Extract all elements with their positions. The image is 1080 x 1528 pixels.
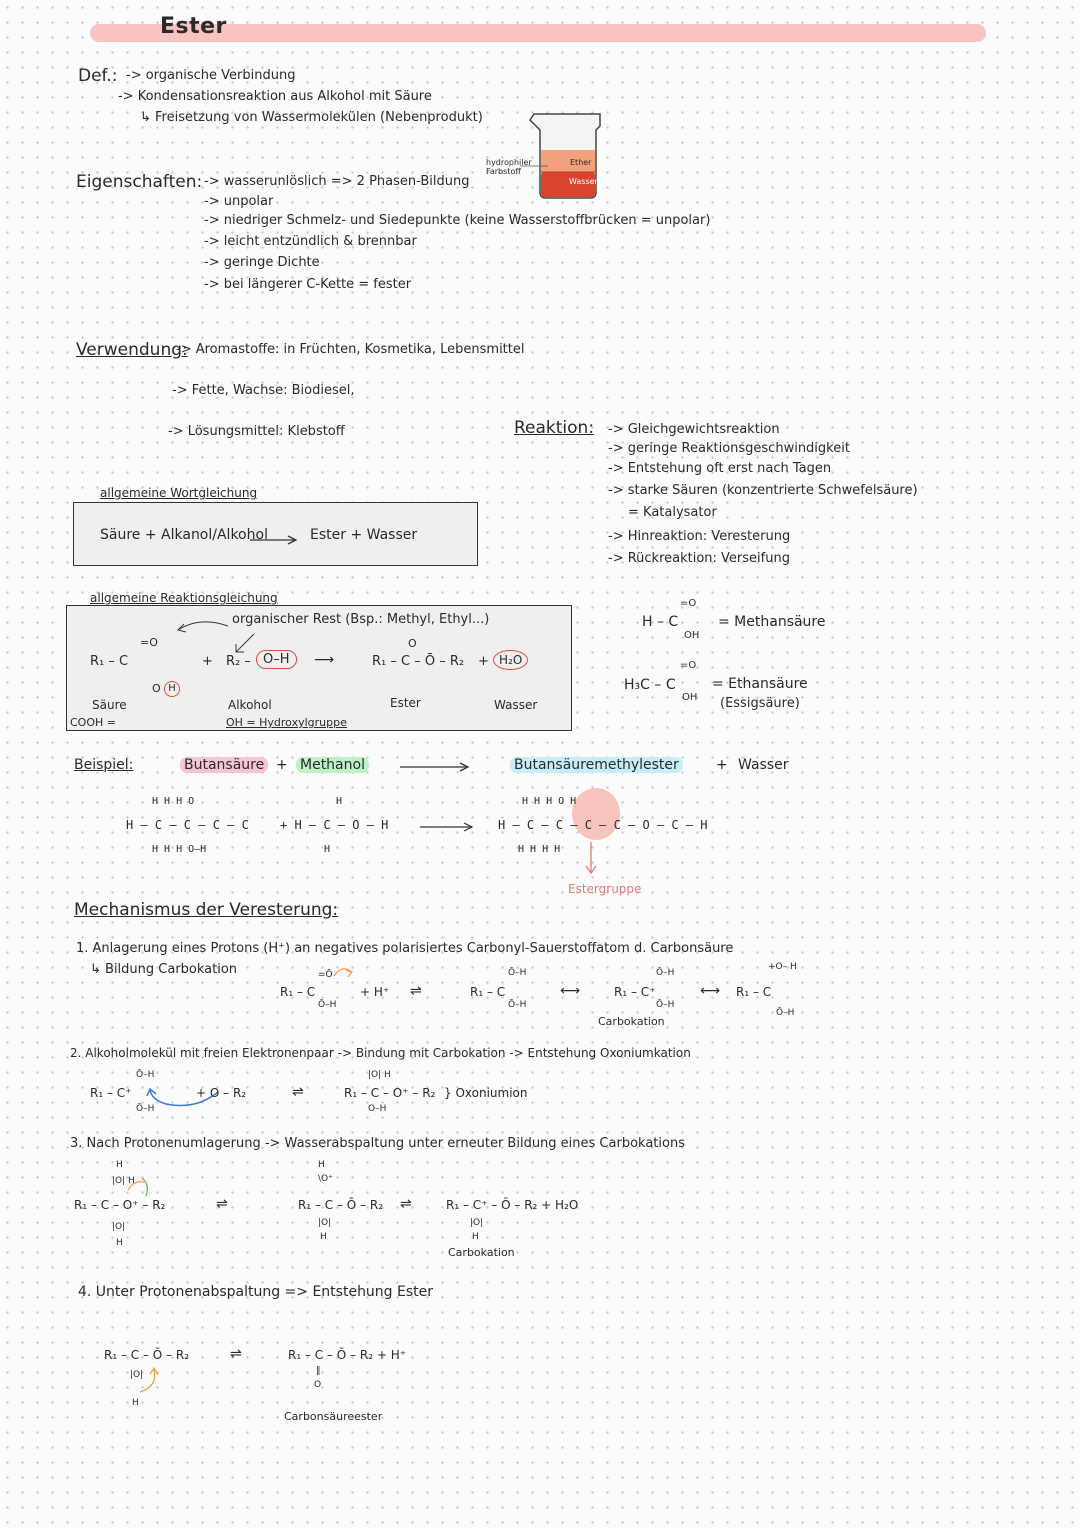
beaker-illustration [520,108,620,203]
step3-product: R₁ – C⁺ – Ō – R₂ + H₂O [446,1198,579,1212]
step1-intermediate: R₁ – C [470,985,506,999]
beaker-pointer-line [520,164,550,168]
step3-carbocation-label: Carbokation [448,1246,515,1259]
alcohol-oh-circled: O–H [256,650,297,669]
reaction-line-1: -> Gleichgewichtsreaktion [608,422,780,437]
step4-equilibrium: ⇌ [230,1346,242,1362]
reaction-line-3: -> Entstehung oft erst nach Tagen [608,461,832,476]
ester-group-highlight [572,788,620,840]
step4-product: R₁ – C – Ō – R₂ + H⁺ [288,1348,407,1362]
beaker-label-water: Wasser [569,177,598,186]
ester-structure: H – C – C – C – C – O – C – H [498,818,708,832]
mechanism-step-4: 4. Unter Protonenabspaltung => Entstehung Ester [78,1284,434,1300]
reaction-label: Reaktion: [514,418,595,438]
organic-rest-arrow [170,620,230,640]
reaction-line-7: -> Rückreaktion: Verseifung [608,551,790,566]
mechanism-step-1-note: ↳ Bildung Carbokation [90,962,238,977]
ester-top: H H H O H [522,796,577,807]
butanoic-acid-top: H H H O [152,796,195,807]
example-plus: + [276,757,288,773]
step3-equilibrium-2: ⇌ [400,1196,412,1212]
step1-equilibrium: ⇌ [410,983,422,999]
reaction-line-6: -> Hinreaktion: Veresterung [608,529,791,544]
reaction-line-4: -> starke Säuren (konzentrierte Schwefelsäure) [608,483,918,498]
word-equation-right: Ester + Wasser [310,527,418,543]
definition-label: Def.: [78,66,118,86]
example-water: Wasser [738,757,789,773]
methanoic-acid-o: =O [680,598,697,609]
step4-reactant: R₁ – C – Ō – R₂ [104,1348,190,1362]
alcohol-label: Alkohol [228,698,272,712]
step3-reactant: R₁ – C – O⁺ – R₂ [74,1198,166,1212]
word-equation-arrow [250,535,300,545]
ester-carbonyl-o: O [408,637,417,650]
example-arrow [400,762,472,772]
step1-resonance-1: ⟷ [560,983,581,999]
methanol-structure: + H – C – O – H [280,818,389,832]
acid-hydroxyl-o: O [152,682,161,695]
step1-orange-arrow [332,966,356,978]
example-label: Beispiel: [74,757,134,773]
step1-acid: R₁ – C [280,985,316,999]
butanoic-acid-structure: H – C – C – C – C [126,818,249,832]
step3-arrows [120,1176,160,1200]
properties-line-1: -> wasserunlöslich => 2 Phasen-Bildung [204,174,470,189]
properties-line-4: -> leicht entzündlich & brennbar [204,234,417,249]
methanoic-acid-oh: OH [684,630,700,641]
word-equation-label: allgemeine Wortgleichung [100,486,258,500]
alcohol-r2: R₂ – [226,654,251,669]
alcohol-arrow [230,632,260,656]
butanoic-acid-highlight: Butansäure [180,757,268,773]
ethanoic-acid-o: =O [680,660,697,671]
reaction-line-5: = Katalysator [628,505,717,520]
plus-2: + [478,654,489,669]
step2-alcohol: + O – R₂ [196,1086,247,1100]
cooh-label: COOH = [70,716,116,729]
hydroxyl-label: OH = Hydroxylgruppe [226,716,347,729]
ester-label: Ester [390,696,421,710]
ester-group-label: Estergruppe [568,882,642,896]
methanol-bottom: H [324,844,331,855]
acid-carbonyl-o: =O [140,636,158,649]
mechanism-label: Mechanismus der Veresterung: [74,900,339,920]
mechanism-step-1: 1. Anlagerung eines Protons (H⁺) an negatives polarisiertes Carbonyl-Sauerstoffatom d. Carbonsäure [76,941,734,956]
step2-oxonium: R₁ – C – O⁺ – R₂ [344,1086,436,1100]
properties-label: Eigenschaften: [76,172,203,192]
reaction-equation-label: allgemeine Reaktionsgleichung [90,591,278,605]
mechanism-step-3: 3. Nach Protonenumlagerung -> Wasserabspaltung unter erneuter Bildung eines Carbokations [70,1136,685,1151]
usage-label: Verwendung: [76,340,188,360]
mechanism-step-2: 2. Alkoholmolekül mit freien Elektronenpaar -> Bindung mit Carbokation -> Entstehung Oxoniumkation [70,1046,691,1060]
acid-label: Säure [92,698,127,712]
ethanoic-acid-oh: OH [682,692,698,703]
step4-orange-arrow [138,1366,164,1396]
properties-line-3: -> niedriger Schmelz- und Siedepunkte (keine Wasserstoffbrücken = unpolar) [204,213,711,228]
step1-oxonium: R₁ – C [736,985,772,999]
ethanoic-acid-name: = Ethansäure [712,676,808,692]
water-label: Wasser [494,698,538,712]
acid-formula: R₁ – C [90,654,129,669]
properties-line-6: -> bei längerer C-Kette = fester [204,277,412,292]
usage-line-1: -> Aromastoffe: in Früchten, Kosmetika, Lebensmittel [176,342,525,357]
step1-carbocation: R₁ – C⁺ [614,985,656,999]
product-highlight: Butansäuremethylester [510,757,683,773]
methanol-highlight: Methanol [296,757,369,773]
ethanoic-acid-alt-name: (Essigsäure) [720,696,800,711]
ester-formula: R₁ – C – Ō – R₂ [372,654,465,669]
methanol-top: H [336,796,343,807]
definition-line-2: -> Kondensationsreaktion aus Alkohol mit Säure [118,89,432,104]
example-arrow-2 [420,822,476,832]
reaction-arrow: ⟶ [314,652,335,668]
step2-carbocation: R₁ – C⁺ [90,1086,132,1100]
step2-oxonium-label: } Oxoniumion [444,1086,528,1100]
usage-line-2: -> Fette, Wachse: Biodiesel, [172,383,355,398]
water-circled: H₂O [493,650,528,670]
methanoic-acid-name: = Methansäure [718,614,826,630]
acid-hydrogen-circled: H [164,681,180,697]
step1-resonance-2: ⟷ [700,983,721,999]
plus-1: + [202,654,213,669]
ester-bottom: H H H H [518,844,561,855]
butanoic-acid-bottom: H H H O–H [152,844,207,855]
page-title: Ester [160,14,227,39]
beaker-label-dye: hydrophiler Farbstoff [486,158,532,176]
organic-rest-note: organischer Rest (Bsp.: Methyl, Ethyl...) [232,612,490,627]
reaction-line-2: -> geringe Reaktionsgeschwindigkeit [608,441,850,456]
definition-line-3: ↳ Freisetzung von Wassermolekülen (Nebenprodukt) [140,110,483,125]
example-plus-2: + [716,757,728,773]
properties-line-2: -> unpolar [204,194,274,209]
step3-intermediate: R₁ – C – Ō – R₂ [298,1198,384,1212]
definition-line-1: -> organische Verbindung [126,68,296,83]
methanoic-acid-formula: H – C [642,614,679,630]
usage-line-3: -> Lösungsmittel: Klebstoff [168,424,345,439]
word-equation-left: Säure + Alkanol/Alkohol [100,527,268,543]
beaker-label-ether: Ether [570,158,592,167]
step2-equilibrium: ⇌ [292,1084,304,1100]
step3-equilibrium-1: ⇌ [216,1196,228,1212]
step1-proton: + H⁺ [360,985,390,999]
properties-line-5: -> geringe Dichte [204,255,320,270]
step1-carbocation-label: Carbokation [598,1015,665,1028]
ester-group-arrow [584,842,600,876]
ethanoic-acid-formula: H₃C – C [624,677,676,693]
ester-product-label: Carbonsäureester [284,1410,383,1423]
